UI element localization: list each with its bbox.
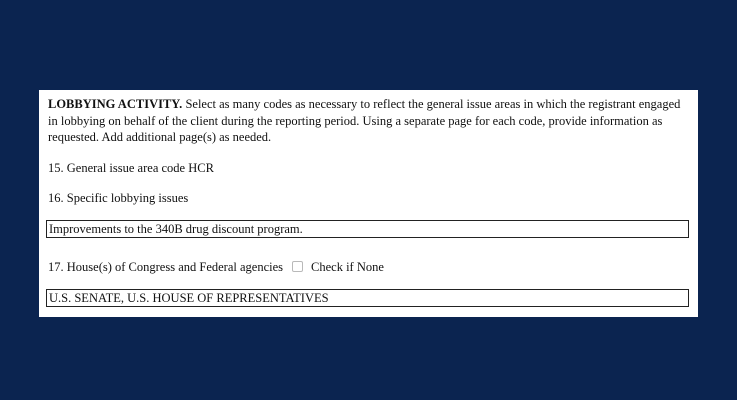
houses-and-agencies-row	[48, 259, 384, 275]
lobbying-form-section	[39, 90, 698, 317]
specific-lobbying-issues-label: 16. Specific lobbying issues	[48, 191, 189, 205]
general-issue-area-code-label: 15. General issue area code HCR	[48, 161, 214, 175]
check-if-none-label: Check if None	[311, 260, 384, 274]
lobbying-activity-instructions	[48, 96, 683, 146]
houses-and-agencies-label: 17. House(s) of Congress and Federal agencies	[48, 260, 284, 274]
check-if-none-checkbox[interactable]	[292, 261, 303, 272]
section-heading: LOBBYING ACTIVITY.	[48, 97, 183, 111]
specific-lobbying-issues-field[interactable]: Improvements to the 340B drug discount program.	[46, 220, 689, 238]
section-instructions: Select as many codes as necessary to reflect the general issue areas in which the registrant engaged in lobbying on behalf of the client during the reporting period. Using a separate page for each code, provide information as requested. Add additional page(s) as needed.	[48, 97, 681, 144]
houses-and-agencies-field[interactable]: U.S. SENATE, U.S. HOUSE OF REPRESENTATIVES	[46, 289, 689, 307]
